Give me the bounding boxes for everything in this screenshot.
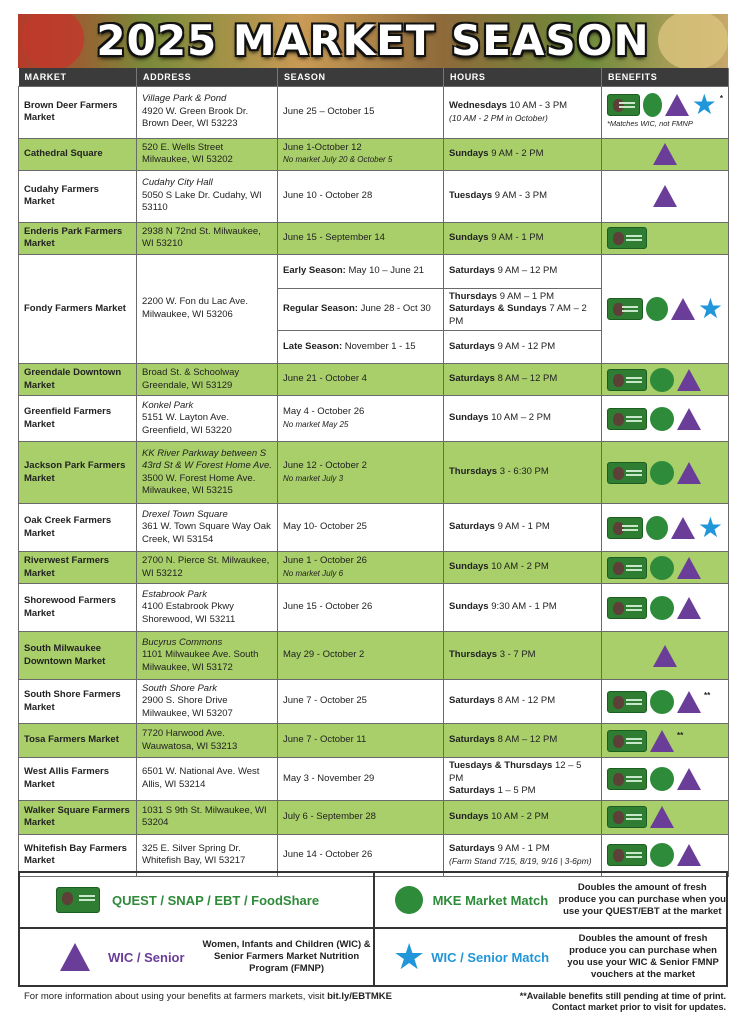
- green-circle-icon: [650, 596, 674, 620]
- market-name: South Milwaukee Downtown Market: [19, 632, 137, 680]
- page-title: 2025 MARKET SEASON: [96, 16, 650, 65]
- season-label: Late Season:: [283, 340, 343, 352]
- legend-wic-match: [375, 929, 726, 985]
- footer-note: [520, 991, 726, 1013]
- market-season: [278, 632, 444, 680]
- hours-time: 9 AM - 1 PM: [497, 521, 550, 533]
- hours-day: Tuesdays & Thursdays: [449, 760, 553, 771]
- market-hours: [444, 680, 602, 724]
- season-dates: June 15 - October 26: [283, 601, 373, 613]
- benefits-icons: [607, 690, 723, 714]
- market-address: [137, 758, 278, 801]
- market-season: [278, 800, 444, 834]
- table-row: [19, 584, 729, 632]
- market-benefits: [602, 138, 729, 170]
- address-text: Broad St. & Schoolway Greendale, WI 53129: [142, 367, 240, 391]
- legend-wic: [20, 929, 375, 985]
- address-text: 361 W. Town Square Way Oak Creek, WI 53154: [142, 521, 271, 545]
- hours-day: Saturdays: [449, 340, 495, 352]
- hours-day: Sundays: [449, 147, 489, 159]
- table-row: [19, 86, 729, 138]
- market-season: [278, 680, 444, 724]
- table-row: [19, 442, 729, 504]
- hours-note: (Farm Stand 7/15, 8/19, 9/16 | 3-6pm): [449, 856, 592, 866]
- address-text: 1031 S 9th St. Milwaukee, WI 53204: [142, 804, 267, 828]
- green-circle-icon: [650, 461, 674, 485]
- season-dates: June 10 - October 28: [283, 189, 373, 201]
- market-table: [18, 68, 729, 877]
- market-benefits: [602, 584, 729, 632]
- ebt-card-icon: [607, 227, 647, 249]
- season-banner: [18, 14, 728, 68]
- purple-triangle-icon: [671, 517, 695, 539]
- purple-triangle-icon: [677, 768, 701, 790]
- market-benefits: [602, 170, 729, 222]
- market-name: Greendale Downtown Market: [19, 364, 137, 396]
- hours-time: 8 AM – 12 PM: [497, 734, 558, 746]
- purple-triangle-icon: [677, 408, 701, 430]
- legend-wic-desc: Women, Infants and Children (WIC) & Senior Farmers Market Nutrition Program (FMNP): [202, 939, 371, 974]
- purple-triangle-icon: [653, 645, 677, 667]
- season-dates: June 1 - October 26: [283, 555, 367, 566]
- season-dates: May 29 - October 2: [283, 649, 365, 661]
- hours-time: 3 - 6:30 PM: [499, 466, 549, 478]
- season-dates: May 3 - November 29: [283, 772, 375, 784]
- legend-wicmatch-label: WIC / Senior Match: [431, 949, 550, 965]
- market-season: [278, 758, 444, 801]
- table-row: [19, 632, 729, 680]
- season-dates: June 25 – October 15: [283, 105, 375, 117]
- hours-time: 9:30 AM - 1 PM: [491, 601, 557, 613]
- footer-info-text: For more information about using your benefits at farmers markets, visit: [24, 991, 325, 1002]
- market-address: [137, 632, 278, 680]
- hours-day-2: Saturdays & Sundays: [449, 303, 547, 314]
- green-circle-icon: [650, 407, 674, 431]
- market-season: [278, 288, 444, 331]
- market-address: 2200 W. Fon du Lac Ave. Milwaukee, WI 53206: [137, 254, 278, 364]
- season-dates: June 21 - October 4: [283, 373, 367, 385]
- market-hours: [444, 834, 602, 876]
- hours-time: 10 AM - 3 PM: [509, 99, 568, 111]
- market-season: [278, 331, 444, 364]
- benefits-icons: [607, 407, 723, 431]
- purple-triangle-icon: [653, 143, 677, 165]
- market-season: [278, 442, 444, 504]
- ebt-card-icon: [56, 887, 100, 913]
- hours-time: 9 AM - 2 PM: [491, 147, 544, 159]
- market-name: Walker Square Farmers Market: [19, 800, 137, 834]
- address-text: 325 E. Silver Spring Dr. Whitefish Bay, WI 53217: [142, 842, 246, 866]
- green-circle-icon: [646, 297, 668, 321]
- market-season: [278, 724, 444, 758]
- legend-quest-label: QUEST / SNAP / EBT / FoodShare: [112, 892, 320, 908]
- season-dates: June 28 - Oct 30: [360, 303, 431, 314]
- address-venue: Bucyrus Commons: [142, 636, 223, 648]
- blue-star-icon: ★: [697, 511, 723, 543]
- market-name: Tosa Farmers Market: [19, 724, 137, 758]
- hours-time: 9 AM - 3 PM: [494, 189, 548, 201]
- ebt-card-icon: [607, 408, 647, 430]
- hours-note: (10 AM - 2 PM in October): [449, 113, 548, 123]
- market-benefits: [602, 724, 729, 758]
- blue-star-icon: ★: [393, 936, 426, 977]
- season-dates: May 10 – June 21: [348, 264, 425, 276]
- ebt-card-icon: [607, 369, 647, 391]
- table-row: [19, 504, 729, 552]
- col-market: MARKET: [19, 68, 137, 86]
- market-name: Cudahy Farmers Market: [19, 170, 137, 222]
- ebt-card-icon: [607, 597, 647, 619]
- market-hours: [444, 724, 602, 758]
- table-row: [19, 680, 729, 724]
- hours-day: Sundays: [449, 231, 489, 243]
- market-name: Brown Deer Farmers Market: [19, 86, 137, 138]
- season-dates: May 4 - October 26: [283, 406, 365, 417]
- blue-star-icon: ★: [697, 292, 723, 324]
- market-season: [278, 170, 444, 222]
- benefit-mark: **: [677, 730, 684, 740]
- market-address: [137, 552, 278, 584]
- market-benefits: [602, 552, 729, 584]
- purple-triangle-icon: [677, 691, 701, 713]
- market-hours: [444, 800, 602, 834]
- address-text: 3500 W. Forest Home Ave. Milwaukee, WI 53215: [142, 472, 256, 496]
- hours-time-2: 1 – 5 PM: [497, 785, 536, 796]
- hours-day: Thursdays: [449, 466, 498, 478]
- legend-mke-label: MKE Market Match: [432, 892, 549, 908]
- season-dates: June 7 - October 11: [283, 734, 367, 746]
- market-name: Greenfield Farmers Market: [19, 396, 137, 442]
- market-hours: [444, 632, 602, 680]
- address-text: 4100 Estabrook Pkwy Shorewood, WI 53211: [142, 601, 236, 625]
- market-name: Fondy Farmers Market: [19, 254, 137, 364]
- market-benefits: [602, 222, 729, 254]
- market-name: South Shore Farmers Market: [19, 680, 137, 724]
- address-venue: South Shore Park: [142, 682, 217, 694]
- purple-triangle-icon: [650, 806, 674, 828]
- market-name: Cathedral Square: [19, 138, 137, 170]
- table-row: [19, 170, 729, 222]
- legend-mke-match: [375, 873, 726, 929]
- table-row: [19, 138, 729, 170]
- purple-triangle-icon: [677, 557, 701, 579]
- footer-note-1: **Available benefits still pending at time of print.: [519, 991, 726, 1001]
- market-hours: [444, 442, 602, 504]
- season-dates: May 10- October 25: [283, 521, 367, 533]
- market-name: Enderis Park Farmers Market: [19, 222, 137, 254]
- market-hours: [444, 552, 602, 584]
- benefits-icons: [607, 143, 723, 165]
- market-hours: [444, 331, 602, 364]
- address-text: 1101 Milwaukee Ave. South Milwaukee, WI 53172: [142, 649, 259, 673]
- market-benefits: [602, 254, 729, 364]
- green-circle-icon: [650, 843, 674, 867]
- market-address: [137, 222, 278, 254]
- benefit-note: *Matches WIC, not FMNP: [607, 119, 693, 129]
- hours-time: 8 AM - 12 PM: [497, 695, 556, 707]
- market-benefits: [602, 758, 729, 801]
- table-row: [19, 724, 729, 758]
- ebt-card-icon: [607, 298, 643, 320]
- footer-link[interactable]: bit.ly/EBTMKE: [327, 991, 392, 1002]
- col-benefits: BENEFITS: [602, 68, 729, 86]
- hours-day: Saturdays: [449, 373, 495, 385]
- market-hours: [444, 758, 602, 801]
- market-season: [278, 834, 444, 876]
- footer-note-2: Contact market prior to visit for updates.: [551, 1002, 726, 1012]
- ebt-card-icon: [607, 557, 647, 579]
- market-benefits: [602, 632, 729, 680]
- season-note: No market May 25: [283, 419, 349, 429]
- hours-time: 10 AM - 2 PM: [491, 561, 549, 573]
- address-venue: KK River Parkway between S 43rd St & W Forest Home Ave.: [142, 447, 272, 471]
- season-note: No market July 3: [283, 473, 344, 483]
- hours-time: 10 AM - 2 PM: [491, 810, 549, 822]
- market-benefits: [602, 834, 729, 876]
- table-row: [19, 254, 729, 288]
- season-dates: July 6 - September 28: [283, 810, 376, 822]
- benefits-icons: [607, 292, 723, 324]
- purple-triangle-icon: [677, 844, 701, 866]
- market-address: [137, 584, 278, 632]
- market-benefits: [602, 504, 729, 552]
- address-text: 5050 S Lake Dr. Cudahy, WI 53110: [142, 189, 262, 214]
- purple-triangle-icon: [677, 462, 701, 484]
- season-dates: June 1-October 12: [283, 141, 362, 153]
- hours-time: 3 - 7 PM: [499, 649, 536, 661]
- address-text: 6501 W. National Ave. West Allis, WI 53214: [142, 766, 260, 790]
- hours-day: Sundays: [449, 601, 489, 613]
- legend-quest: [20, 873, 375, 929]
- season-dates: June 12 - October 2: [283, 460, 367, 471]
- benefit-mark: **: [704, 690, 711, 700]
- green-circle-icon: [650, 767, 674, 791]
- market-season: [278, 86, 444, 138]
- benefits-legend: [18, 871, 728, 987]
- purple-triangle-icon: [677, 597, 701, 619]
- table-row: [19, 364, 729, 396]
- ebt-card-icon: [607, 517, 643, 539]
- purple-triangle-icon: [60, 943, 90, 971]
- legend-mke-desc: Doubles the amount of fresh produce you can purchase when you use your QUEST/EBT at the market: [558, 882, 726, 917]
- ebt-card-icon: [607, 462, 647, 484]
- table-row: [19, 800, 729, 834]
- benefits-icons: [607, 185, 723, 207]
- hours-time: 10 AM – 2 PM: [491, 412, 551, 424]
- ebt-card-icon: [607, 844, 647, 866]
- hours-day: Saturdays: [449, 695, 495, 707]
- hours-day: Thursdays: [449, 290, 498, 302]
- ebt-card-icon: [607, 730, 647, 752]
- ebt-card-icon: [607, 691, 647, 713]
- market-hours: [444, 170, 602, 222]
- table-row: [19, 396, 729, 442]
- legend-wic-label: WIC / Senior: [108, 949, 185, 965]
- market-hours: [444, 584, 602, 632]
- season-note: No market July 6: [283, 568, 344, 578]
- market-address: [137, 834, 278, 876]
- market-address: [137, 138, 278, 170]
- table-row: [19, 758, 729, 801]
- hours-time: 9 AM – 1 PM: [499, 290, 555, 302]
- benefits-icons: [607, 461, 723, 485]
- hours-day: Saturdays: [449, 264, 495, 276]
- address-venue: Konkel Park: [142, 399, 194, 411]
- address-text: 2938 N 72nd St. Milwaukee, WI 53210: [142, 225, 261, 249]
- hours-day: Sundays: [449, 810, 489, 822]
- purple-triangle-icon: [677, 369, 701, 391]
- market-address: [137, 504, 278, 552]
- benefits-icons: [607, 556, 723, 580]
- market-name: Shorewood Farmers Market: [19, 584, 137, 632]
- market-address: [137, 800, 278, 834]
- market-address: [137, 364, 278, 396]
- address-text: 2700 N. Pierce St. Milwaukee, WI 53212: [142, 555, 270, 579]
- green-circle-icon: [395, 886, 423, 914]
- market-address: [137, 724, 278, 758]
- market-season: [278, 138, 444, 170]
- purple-triangle-icon: [653, 185, 677, 207]
- benefits-icons: [607, 511, 723, 543]
- hours-day: Saturdays: [449, 734, 495, 746]
- market-hours: [444, 222, 602, 254]
- ebt-card-icon: [607, 94, 640, 116]
- benefits-icons: [607, 767, 723, 791]
- address-venue: Village Park & Pond: [142, 93, 227, 105]
- benefit-mark: *: [719, 94, 723, 104]
- col-season: SEASON: [278, 68, 444, 86]
- market-name: Jackson Park Farmers Market: [19, 442, 137, 504]
- benefits-icons: [607, 89, 723, 121]
- benefits-icons: [607, 227, 723, 249]
- legend-wicmatch-desc: Doubles the amount of fresh produce you can purchase when you use your WIC & Senior FMNP vouchers at the market: [567, 933, 719, 980]
- benefits-icons: [607, 806, 723, 828]
- benefits-icons: [607, 730, 723, 752]
- hours-day: Tuesdays: [449, 189, 493, 201]
- market-address: [137, 442, 278, 504]
- hours-day: Saturdays: [449, 842, 495, 854]
- season-dates: June 14 - October 26: [283, 848, 373, 860]
- green-circle-icon: [650, 368, 674, 392]
- hours-day-2: Saturdays: [449, 785, 495, 796]
- benefits-icons: [607, 843, 723, 867]
- market-season: [278, 396, 444, 442]
- table-header: [19, 68, 729, 86]
- address-venue: Drexel Town Square: [142, 508, 228, 520]
- green-circle-icon: [650, 556, 674, 580]
- market-benefits: [602, 396, 729, 442]
- footer-info: [24, 991, 392, 1002]
- blue-star-icon: ★: [691, 89, 717, 121]
- green-circle-icon: [643, 93, 662, 117]
- col-hours: HOURS: [444, 68, 602, 86]
- benefits-icons: [607, 645, 723, 667]
- season-label: Early Season:: [283, 264, 346, 276]
- market-address: [137, 170, 278, 222]
- address-text: 5151 W. Layton Ave. Greenfield, WI 53220: [142, 412, 232, 436]
- market-season: [278, 364, 444, 396]
- address-text: 4920 W. Green Brook Dr. Brown Deer, WI 53223: [142, 105, 249, 130]
- purple-triangle-icon: [671, 298, 695, 320]
- market-season: [278, 254, 444, 288]
- hours-time: 8 AM – 12 PM: [497, 373, 558, 385]
- market-address: [137, 680, 278, 724]
- market-benefits: [602, 800, 729, 834]
- season-dates: November 1 - 15: [344, 340, 416, 352]
- market-hours: [444, 504, 602, 552]
- hours-time-2: 7 AM – 2 PM: [449, 303, 587, 327]
- market-season: [278, 584, 444, 632]
- market-benefits: [602, 680, 729, 724]
- market-season: [278, 222, 444, 254]
- hours-time: 9 AM - 1 PM: [491, 231, 544, 243]
- green-circle-icon: [646, 516, 668, 540]
- hours-time: 9 AM - 12 PM: [497, 340, 556, 352]
- hours-time: 9 AM - 1 PM: [497, 842, 550, 854]
- address-text: 520 E. Wells Street Milwaukee, WI 53202: [142, 141, 233, 165]
- table-row: [19, 222, 729, 254]
- benefits-icons: [607, 368, 723, 392]
- market-benefits: [602, 364, 729, 396]
- market-name: Riverwest Farmers Market: [19, 552, 137, 584]
- ebt-card-icon: [607, 806, 647, 828]
- market-benefits: [602, 442, 729, 504]
- market-hours: [444, 288, 602, 331]
- address-venue: Cudahy City Hall: [142, 177, 213, 189]
- market-hours: [444, 254, 602, 288]
- address-venue: Estabrook Park: [142, 588, 207, 600]
- market-name: Oak Creek Farmers Market: [19, 504, 137, 552]
- hours-day: Wednesdays: [449, 99, 507, 111]
- hours-time: 12 – 5 PM: [449, 760, 582, 784]
- season-note: No market July 20 & October 5: [283, 155, 393, 164]
- season-dates: June 15 - September 14: [283, 231, 385, 243]
- address-text: 7720 Harwood Ave. Wauwatosa, WI 53213: [142, 728, 238, 752]
- table-row: [19, 552, 729, 584]
- green-circle-icon: [650, 690, 674, 714]
- hours-day: Thursdays: [449, 649, 498, 661]
- hours-time: 9 AM – 12 PM: [497, 264, 558, 276]
- market-hours: [444, 138, 602, 170]
- market-hours: [444, 396, 602, 442]
- market-season: [278, 552, 444, 584]
- hours-day: Sundays: [449, 412, 489, 424]
- hours-day: Sundays: [449, 561, 489, 573]
- season-dates: June 7 - October 25: [283, 695, 367, 707]
- market-hours: [444, 364, 602, 396]
- market-name: West Allis Farmers Market: [19, 758, 137, 801]
- market-season: [278, 504, 444, 552]
- season-label: Regular Season:: [283, 303, 358, 314]
- hours-day: Saturdays: [449, 521, 495, 533]
- benefits-icons: [607, 596, 723, 620]
- table-row: [19, 834, 729, 876]
- market-address: [137, 86, 278, 138]
- market-hours: [444, 86, 602, 138]
- market-address: [137, 396, 278, 442]
- purple-triangle-icon: [650, 730, 674, 752]
- address-text: 2900 S. Shore Drive Milwaukee, WI 53207: [142, 695, 233, 719]
- market-benefits: [602, 86, 729, 138]
- ebt-card-icon: [607, 768, 647, 790]
- market-name: Whitefish Bay Farmers Market: [19, 834, 137, 876]
- col-address: ADDRESS: [137, 68, 278, 86]
- purple-triangle-icon: [665, 94, 689, 116]
